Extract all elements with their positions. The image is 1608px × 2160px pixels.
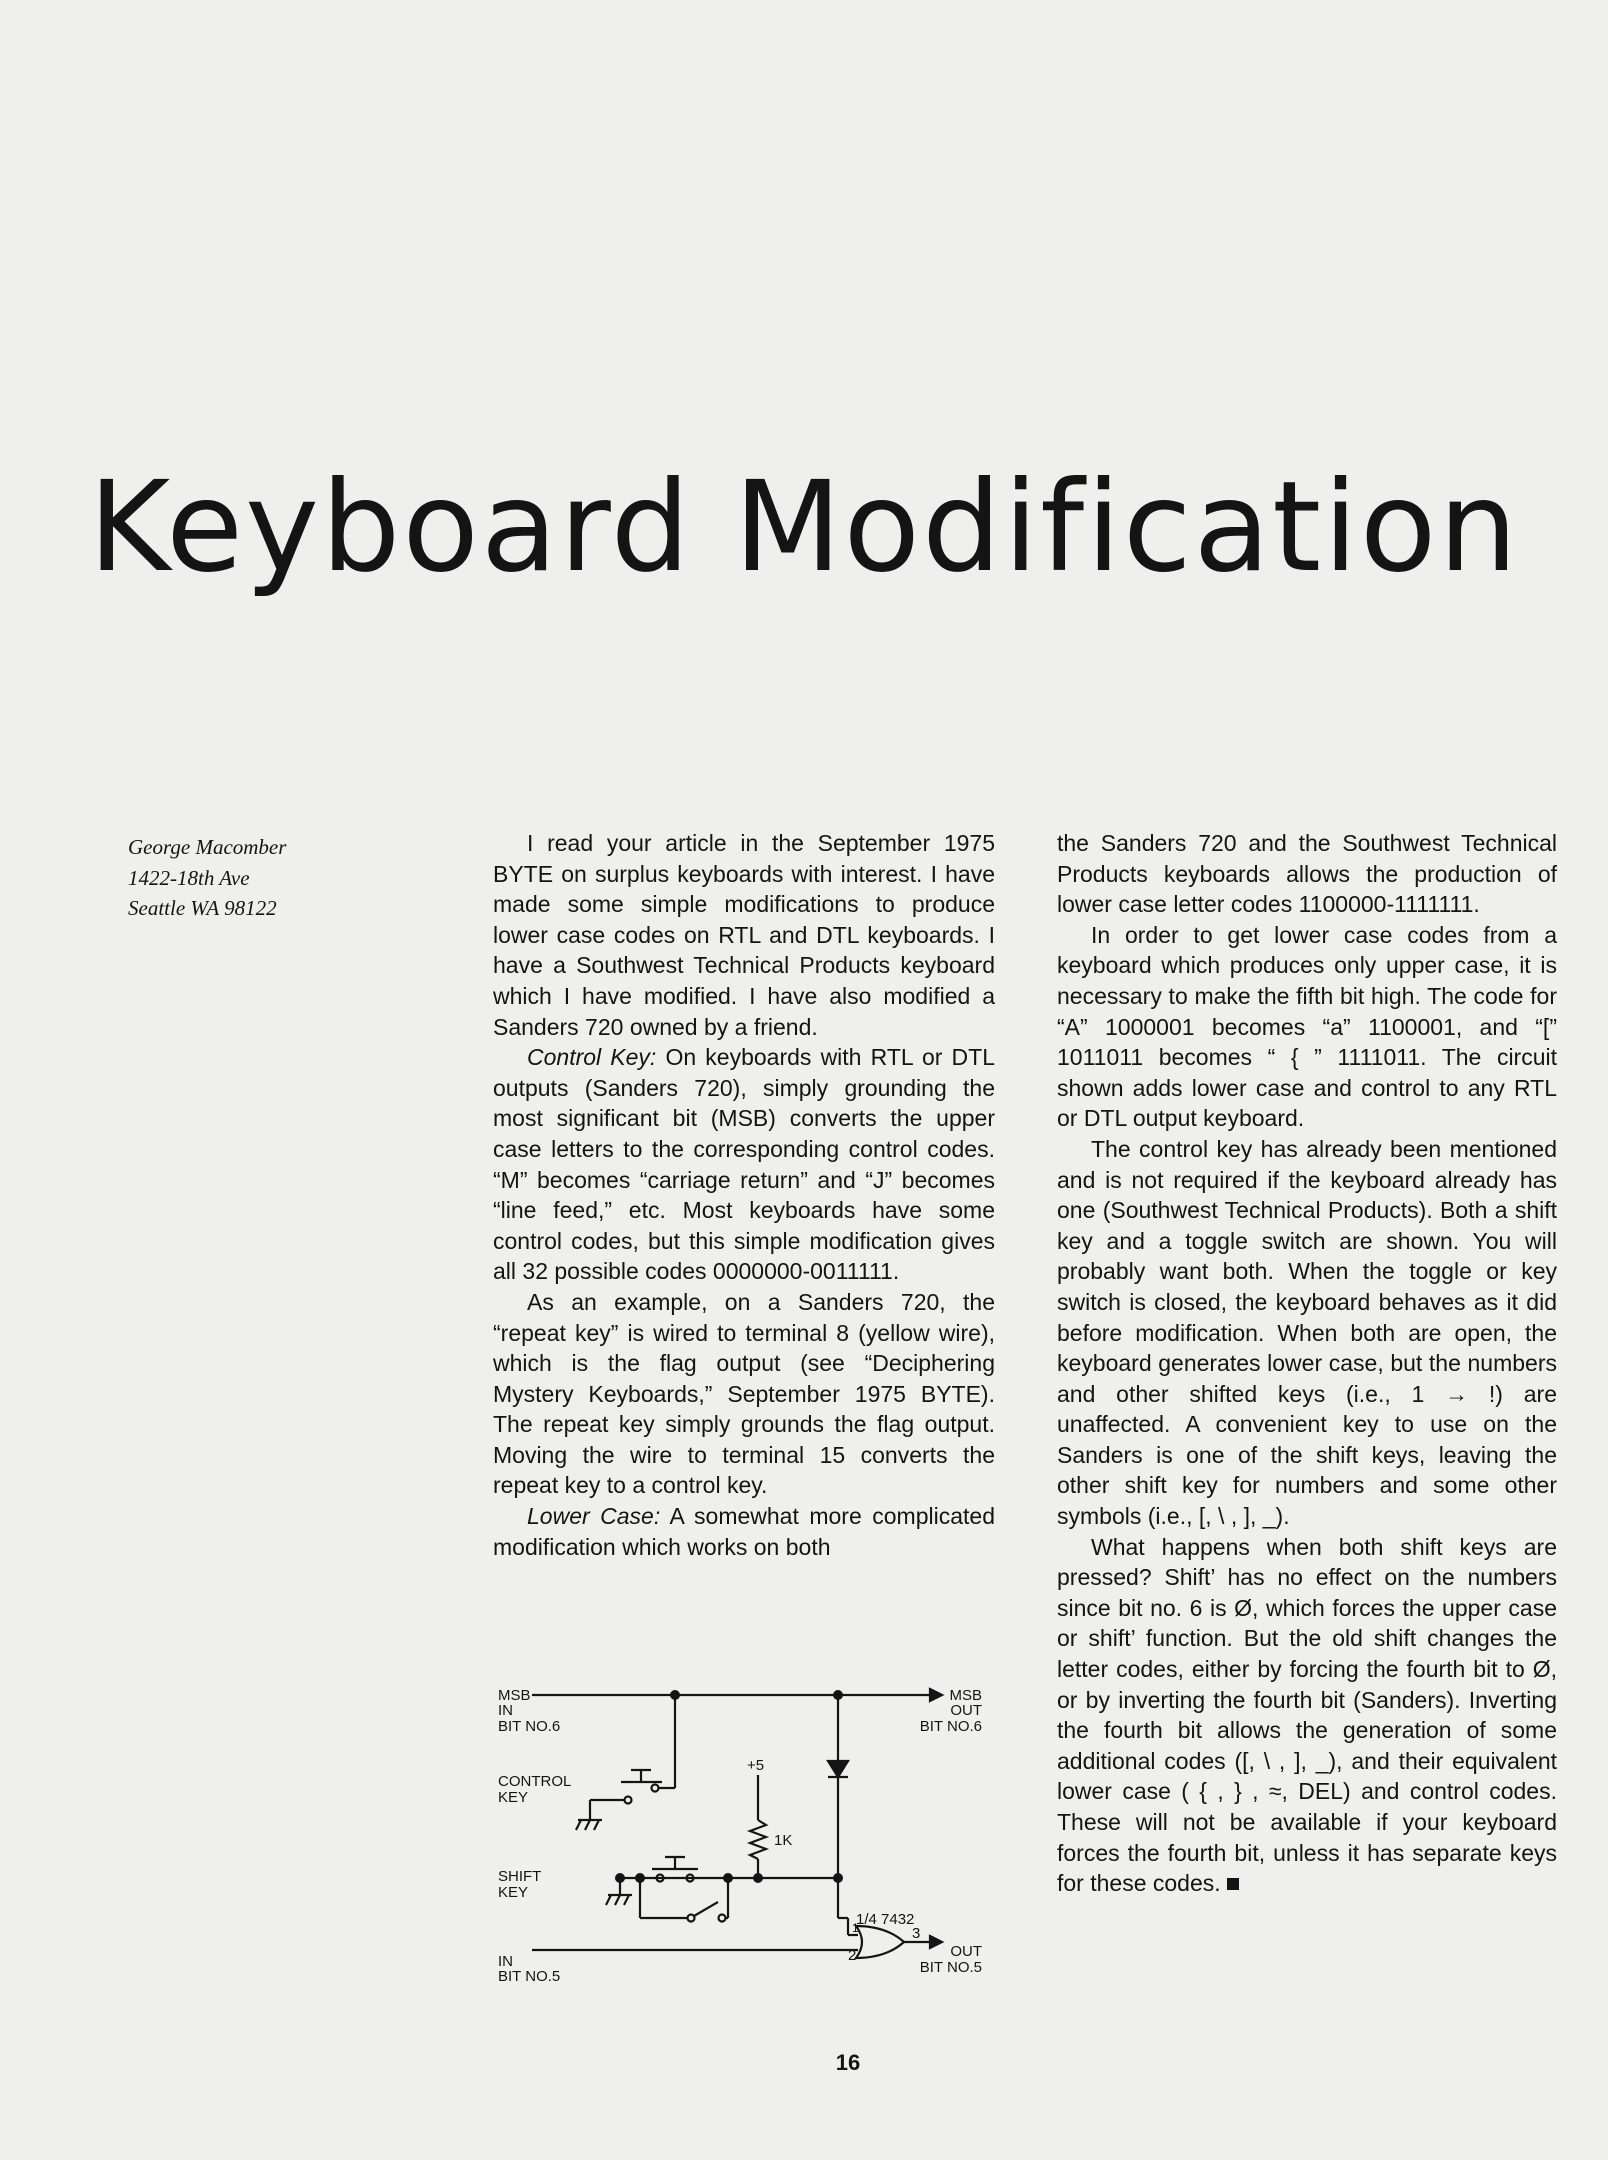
node-shift-right: [723, 1873, 733, 1883]
control-key-text: On keyboards with RTL or DTL outputs (Sanders 720), simply grounding the most significant bit (MSB) converts the upper case letters to the corresponding control codes. “M” becomes “carriage return” and “J” becomes “line feed,” etc. Most keyboards have some control codes, but this simple modification gives all 32 possible codes 0000000-0011111.: [493, 1044, 996, 1285]
shift-key-sub: KEY: [498, 1884, 529, 1901]
gate-pin1: 1: [852, 1921, 859, 1935]
author-city: Seattle WA 98122: [128, 896, 277, 920]
or-gate-icon: [856, 1926, 904, 1958]
toggle-contact-left: [688, 1915, 695, 1922]
toggle-contact-right: [719, 1915, 726, 1922]
shift-key-label: SHIFT: [498, 1868, 542, 1885]
control-key-heading: Control Key:: [527, 1044, 657, 1071]
gate-pin3: 3: [912, 1925, 921, 1942]
node-shift-toggle: [635, 1873, 645, 1883]
msb-in-sub: IN: [498, 1702, 513, 1719]
msb-out-sub: OUT: [950, 1702, 982, 1719]
diode-icon: [828, 1761, 848, 1777]
resistor-icon: [750, 1820, 766, 1859]
author-name: George Macomber: [128, 835, 287, 859]
paragraph-both-shift: [1057, 1532, 1557, 1899]
msb-out-bit: BIT NO.6: [919, 1718, 982, 1735]
msb-out-arrow: [930, 1689, 942, 1701]
resistor-label: 1K: [774, 1832, 793, 1849]
control-contact-right: [652, 1785, 659, 1792]
paragraph-control-key: [493, 1042, 995, 1287]
paragraph-1: I read your article in the September 1975 BYTE on surplus keyboards with interest. I have made some simple modifications to produce lower case codes on RTL and DTL keyboards. I have a Southwest Technical Products keyboard which I have modified. I have also modified a Sanders 720 owned by a friend.: [493, 830, 995, 1040]
both-shift-text: What happens when both shift keys are pressed? Shift’ has no effect on the numbers since bit no. 6 is Ø, which forces the upper case or shift’ function. But the old shift changes the letter codes, either by forcing the fourth bit to Ø, or by inverting the fourth bit (Sanders). Inverting the fourth bit allows the generation of some additional codes ([, \ , ], _), and their equivalent lower case ( { , } , ≈, DEL) and control codes. These will not be available if your keyboard forces the fourth bit, unless it has separate keys for these codes.: [1057, 1533, 1557, 1897]
msb-out-label: MSB: [949, 1687, 982, 1704]
circuit-diagram: [490, 1660, 1010, 2020]
plus5-label: +5: [747, 1757, 765, 1774]
node-msb-diode: [833, 1690, 843, 1700]
article-title: Keyboard Modification: [88, 455, 1520, 600]
page-number: 16: [835, 2050, 861, 2075]
bit5-out-bit: BIT NO.5: [919, 1959, 982, 1976]
paragraph-lower-case: [493, 1501, 995, 1562]
control-key-sub: KEY: [498, 1789, 529, 1806]
column-1: [493, 828, 995, 1562]
author-block: [128, 832, 388, 924]
paragraph-example: As an example, on a Sanders 720, the “repeat key” is wired to terminal 8 (yellow wire), which is the flag output (see “Deciphering Mystery Keyboards,” September 1975 BYTE). The repeat key simply grounds the flag output. Moving the wire to terminal 15 converts the repeat key to a control key.: [493, 1288, 995, 1499]
node-resistor: [753, 1873, 763, 1883]
bit5-out-arrow: [930, 1936, 942, 1948]
paragraph-control-shift: The control key has already been mentioned and is not required if the keyboard already has one (Southwest Technical Products). Both a shift key and a toggle switch are shown. You will probably want both. When the toggle or key switch is closed, the keyboard behaves as it did before modification. When both are open, the keyboard generates lower case, but the numbers and other shifted keys (i.e., 1 → !) are unaffected. A convenient key to use on the Sanders is one of the shift keys, leaving the other shift key for numbers and some other symbols (i.e., [, \ , ], _).: [1057, 1135, 1557, 1530]
msb-in-label: MSB: [498, 1687, 531, 1704]
bit5-in-bit: BIT NO.5: [498, 1968, 561, 1985]
column-2: [1057, 828, 1557, 1899]
end-mark-icon: [1227, 1878, 1239, 1890]
msb-in-bit: BIT NO.6: [498, 1718, 561, 1735]
paragraph-continued: the Sanders 720 and the Southwest Technical Products keyboards allows the production of lower case letter codes 1100000-1111111.: [1057, 830, 1557, 918]
bit5-out-label: OUT: [950, 1943, 982, 1960]
control-key-label: CONTROL: [498, 1773, 572, 1790]
toggle-switch-icon: [694, 1902, 718, 1916]
author-street: 1422-18th Ave: [128, 865, 250, 890]
bit5-in-label: IN: [498, 1953, 513, 1970]
node-diode-bottom: [833, 1873, 843, 1883]
gate-pin2: 2: [848, 1947, 857, 1964]
node-shift-ground: [615, 1873, 625, 1883]
lower-case-heading: Lower Case:: [527, 1503, 661, 1530]
control-contact-left: [625, 1797, 632, 1804]
paragraph-fifth-bit: In order to get lower case codes from a keyboard which produces only upper case, it is necessary to make the fifth bit high. The code for “A” 1000001 becomes “a” 1100001, and “[” 1011011 becomes “ { ” 1111011. The circuit shown adds lower case and control to any RTL or DTL output keyboard.: [1057, 921, 1557, 1132]
node-msb-control: [670, 1690, 680, 1700]
gate-label: 1/4 7432: [856, 1911, 915, 1928]
lower-case-text: A somewhat more complicated modification which works on both: [493, 1503, 995, 1560]
